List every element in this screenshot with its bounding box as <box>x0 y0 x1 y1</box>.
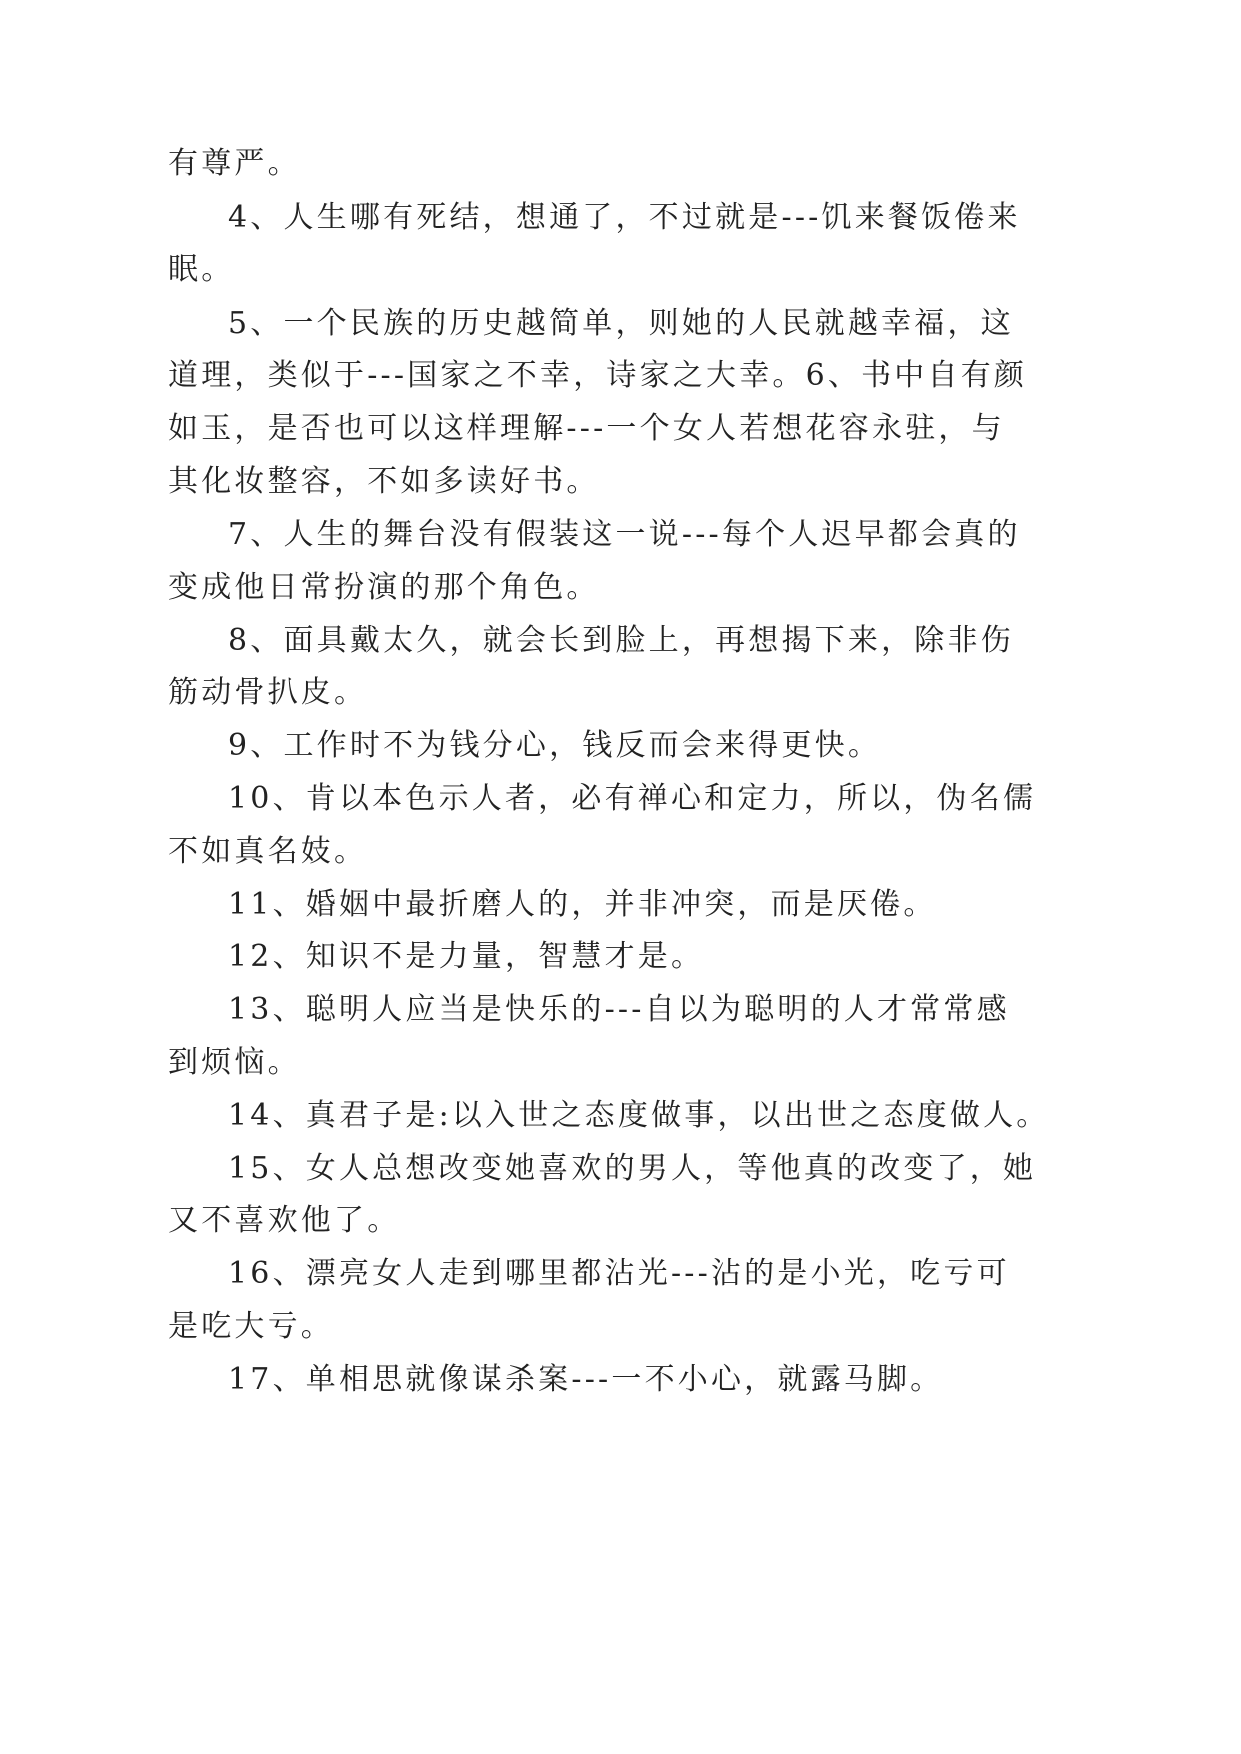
text-line: 8、面具戴太久，就会长到脸上，再想揭下来，除非伤 <box>228 623 1014 658</box>
text-line: 14、真君子是:以入世之态度做事，以出世之态度做人。 <box>228 1098 1050 1133</box>
text-line: 15、女人总想改变她喜欢的男人，等他真的改变了，她 <box>228 1151 1037 1186</box>
text-line: 5、一个民族的历史越简单，则她的人民就越幸福，这 <box>228 306 1014 341</box>
text-line: 不如真名妓。 <box>168 834 368 869</box>
text-line: 12、知识不是力量，智慧才是。 <box>228 939 705 974</box>
text-line: 到烦恼。 <box>168 1045 301 1080</box>
text-line: 17、单相思就像谋杀案---一不小心，就露马脚。 <box>228 1362 944 1397</box>
text-line: 筋动骨扒皮。 <box>168 675 368 710</box>
text-line: 7、人生的舞台没有假装这一说---每个人迟早都会真的 <box>228 517 1021 552</box>
text-line: 9、工作时不为钱分心，钱反而会来得更快。 <box>228 728 882 763</box>
text-line: 4、人生哪有死结，想通了，不过就是---饥来餐饭倦来 <box>228 200 1021 235</box>
text-line: 其化妆整容，不如多读好书。 <box>168 464 600 499</box>
text-line: 10、肯以本色示人者，必有禅心和定力，所以，伪名儒 <box>228 781 1037 816</box>
text-line: 是吃大亏。 <box>168 1309 334 1344</box>
text-line: 11、婚姻中最折磨人的，并非冲突，而是厌倦。 <box>228 887 937 922</box>
text-line: 道理，类似于---国家之不幸，诗家之大幸。6、书中自有颜 <box>168 358 1028 393</box>
text-line: 16、漂亮女人走到哪里都沾光---沾的是小光，吃亏可 <box>228 1256 1010 1291</box>
text-line: 眠。 <box>168 252 235 287</box>
text-line: 有尊严。 <box>168 146 301 181</box>
text-line: 又不喜欢他了。 <box>168 1203 401 1238</box>
text-line: 变成他日常扮演的那个角色。 <box>168 570 600 605</box>
text-line: 如玉，是否也可以这样理解---一个女人若想花容永驻，与 <box>168 411 1005 446</box>
text-line: 13、聪明人应当是快乐的---自以为聪明的人才常常感 <box>228 992 1010 1027</box>
